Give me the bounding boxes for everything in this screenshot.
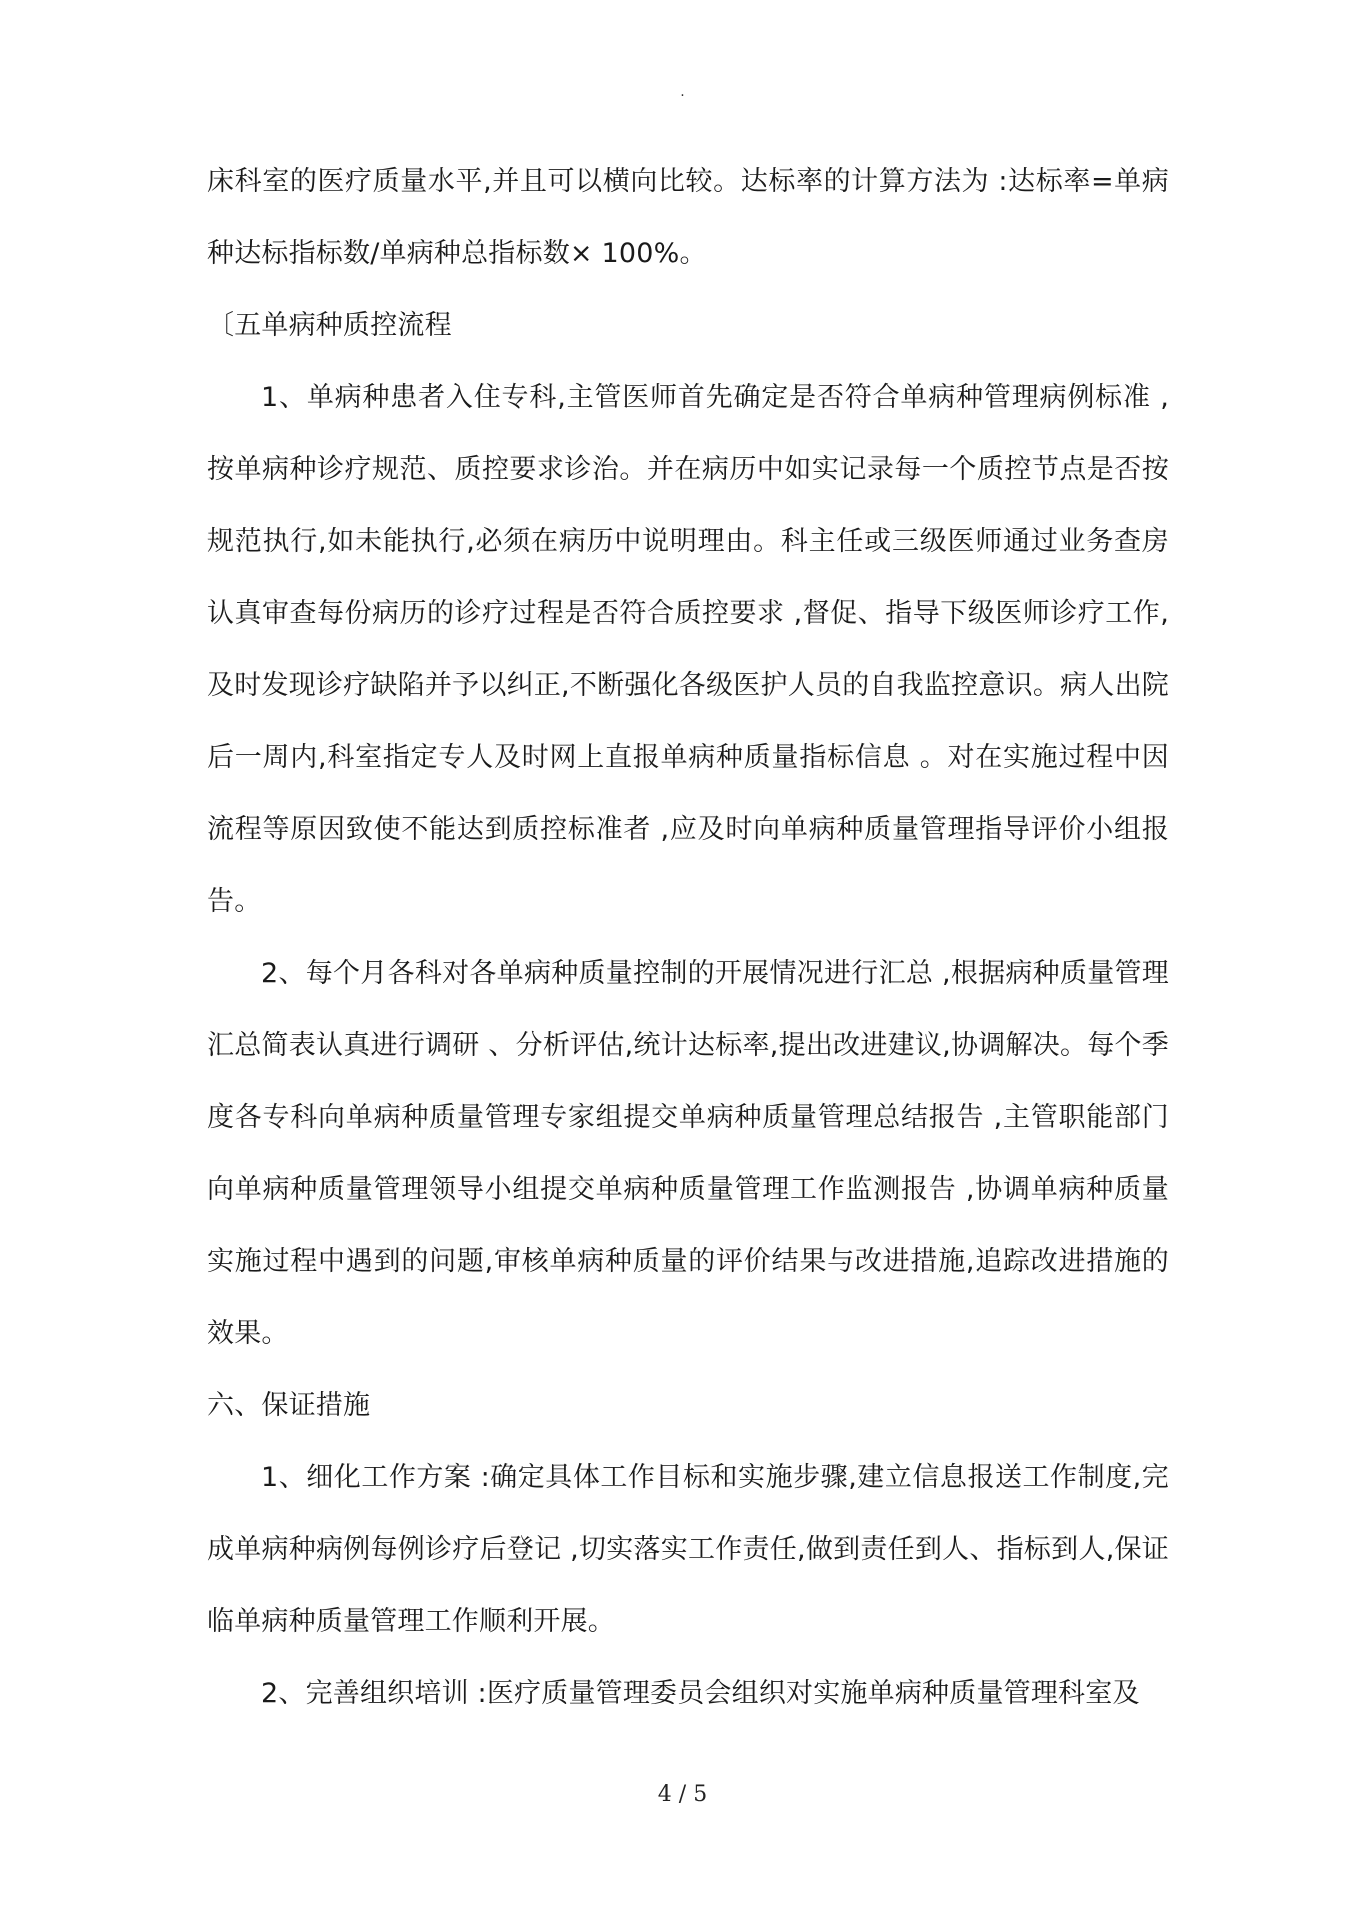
section-heading-six: 六、保证措施 — [207, 1390, 371, 1421]
paragraph-measure-2: 2、完善组织培训 :医疗质量管理委员会组织对实施单病种质量管理科室及 — [261, 1678, 1140, 1709]
header-mark: . — [680, 84, 685, 100]
paragraph-measure-1: 1、细化工作方案 :确定具体工作目标和实施步骤,建立信息报送工作制度,完成单病种病例每例诊疗后登记 ,切实落实工作责任,做到责任到人、指标到人,保证临单病种质量管理工作顺利开展。 — [207, 1462, 1169, 1637]
page-number: 4 / 5 — [657, 1782, 708, 1807]
paragraph-process-step-1: 1、单病种患者入住专科,主管医师首先确定是否符合单病种管理病例标准 ,按单病种诊疗规范、质控要求诊治。并在病历中如实记录每一个质控节点是否按规范执行,如未能执行,必须在病历中说明理由。科主任或三级医师通过业务查房认真审查每份病历的诊疗过程是否符合质控要求 ,督促、指导下级医师诊疗工作,及时发现诊疗缺陷并予以纠正,不断强化各级医护人员的自我监控意识。病人出院后一周内,科室指定专人及时网上直报单病种质量指标信息 。对在实施过程中因流程等原因致使不能达到质控标准者 ,应及时向单病种质量管理指导评价小组报告。 — [207, 382, 1169, 917]
paragraph-process-step-2: 2、每个月各科对各单病种质量控制的开展情况进行汇总 ,根据病种质量管理汇总简表认真进行调研 、分析评估,统计达标率,提出改进建议,协调解决。每个季度各专科向单病种质量管理专家组提交单病种质量管理总结报告 ,主管职能部门向单病种质量管理领导小组提交单病种质量管理工作监测报告 ,协调单病种质量实施过程中遇到的问题,审核单病种质量的评价结果与改进措施,追踪改进措施的效果。 — [207, 958, 1169, 1349]
section-heading-five: 〔五单病种质控流程 — [207, 310, 452, 341]
document-body — [207, 146, 1169, 1730]
paragraph-continuation: 床科室的医疗质量水平,并且可以横向比较。达标率的计算方法为 :达标率=单病种达标指标数/单病种总指标数× 100%。 — [207, 166, 1169, 269]
